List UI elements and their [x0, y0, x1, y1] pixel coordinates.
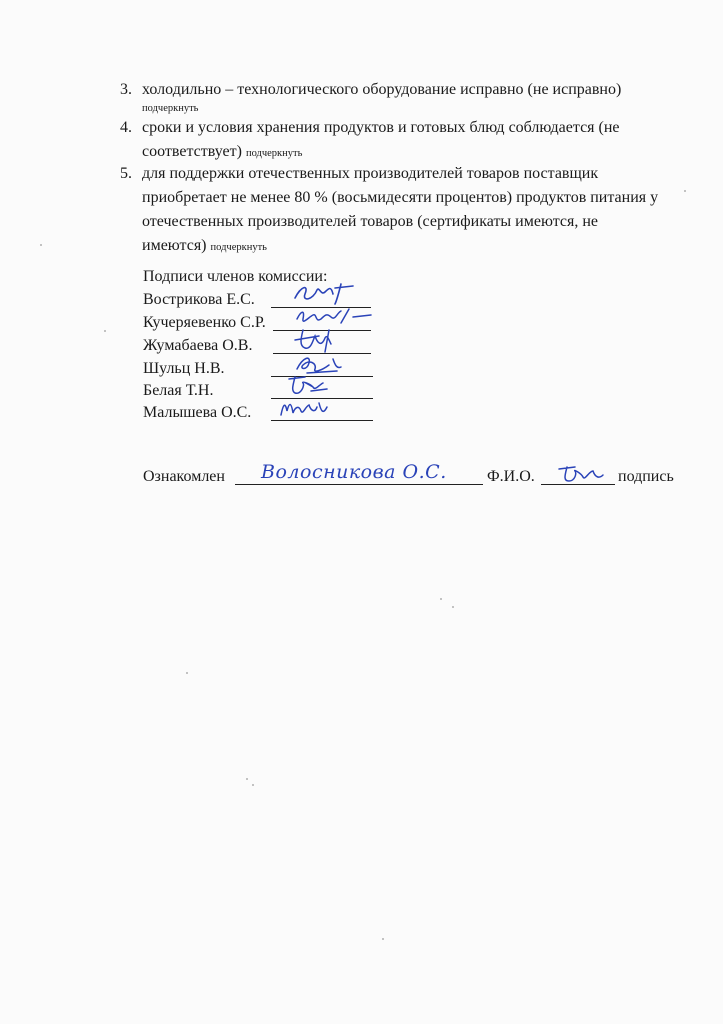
name-line — [235, 484, 483, 485]
item-number: 4. — [120, 119, 132, 136]
underline-note: подчеркнуть — [142, 103, 199, 114]
fio-label: Ф.И.О. — [487, 468, 535, 485]
member-name: Жумабаева О.В. — [143, 337, 253, 354]
item-line: холодильно – технологического оборудование исправно (не исправно) — [142, 81, 622, 98]
item-number: 5. — [120, 165, 132, 182]
item-line: сроки и условия хранения продуктов и готовых блюд соблюдается (не — [142, 119, 620, 136]
handwritten-name: Волосникова О.С. — [261, 461, 447, 483]
item-line-text: соответствует) — [142, 143, 242, 160]
acknowledgment-row — [143, 461, 688, 493]
item-line-with-note — [142, 234, 687, 260]
item-number: 3. — [120, 81, 132, 98]
item-text — [142, 162, 687, 260]
item-line: отечественных производителей товаров (сертификаты имеются, не — [142, 213, 599, 230]
item-line: приобретает не менее 80 % (восьмидесяти процентов) продуктов питания у — [142, 189, 659, 206]
acknowledgment-label: Ознакомлен — [143, 468, 225, 485]
signature-row — [143, 381, 383, 403]
member-name: Белая Т.Н. — [143, 382, 214, 399]
signature-label: подпись — [618, 468, 674, 485]
underline-note: подчеркнуть — [210, 242, 267, 253]
item-text — [142, 116, 687, 166]
member-name: Шульц Н.В. — [143, 360, 225, 377]
member-name: Малышева О.С. — [143, 404, 252, 421]
signature-row — [143, 403, 383, 425]
signature-row — [143, 359, 383, 381]
signature-row — [143, 313, 383, 335]
handwritten-signature — [277, 393, 337, 421]
handwritten-signature — [553, 461, 613, 487]
underline-note: подчеркнуть — [245, 148, 303, 159]
member-name: Вострикова Е.С. — [143, 291, 255, 308]
member-name: Кучеряевенко С.Р. — [143, 314, 266, 331]
item-line: для поддержки отечественных производителей товаров поставщик — [142, 165, 599, 182]
item-line-text: имеются) — [142, 237, 207, 254]
signatures-heading: Подписи членов комиссии: — [143, 268, 328, 285]
item-text — [142, 78, 687, 116]
